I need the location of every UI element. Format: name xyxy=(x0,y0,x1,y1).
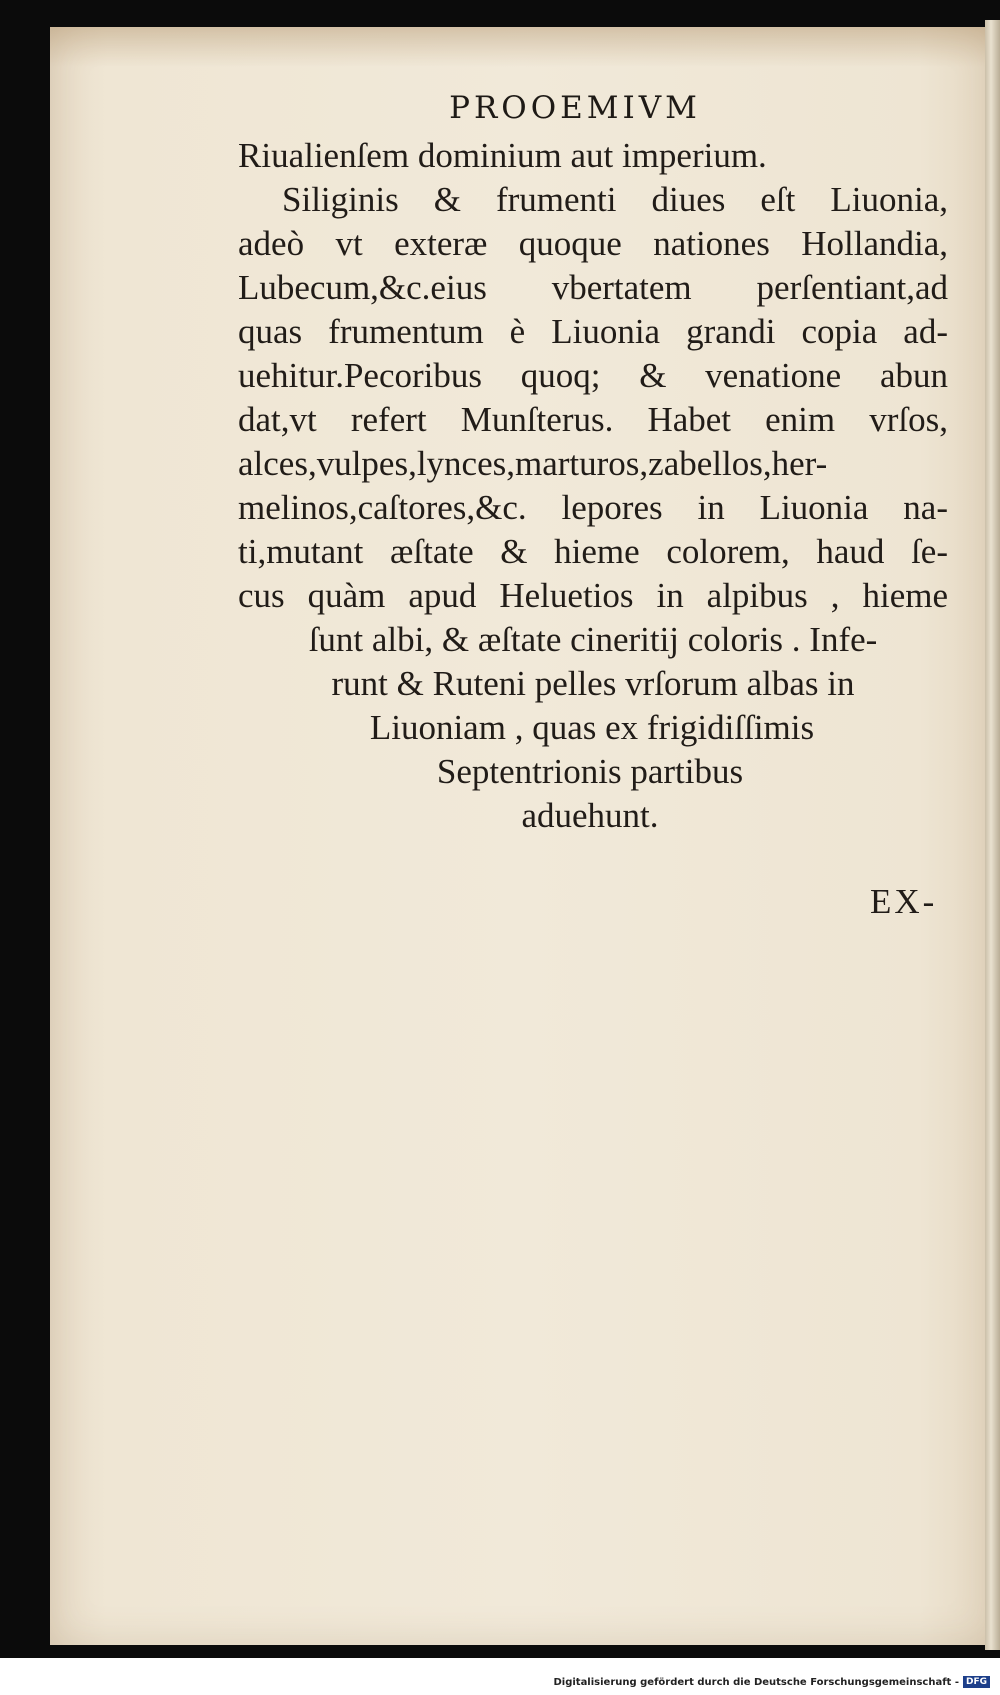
text-line-2: Siliginis & frumenti diues eſt Liuonia, xyxy=(282,180,948,219)
text-line-9: melinos,caſtores,&c. lepores in Liuonia na- xyxy=(238,488,948,527)
credit-text: Digitalisierung gefördert durch die Deutsche Forschungsgemeinschaft - xyxy=(553,1676,959,1688)
text-line-15: Septentrionis partibus xyxy=(436,752,744,791)
text-line-12: ſunt albi, & æſtate cineritij coloris . Infe- xyxy=(308,620,878,659)
text-line-1: Riualienſem dominium aut imperium. xyxy=(238,136,767,175)
text-line-3: adeò vt exteræ quoque nationes Hollandia, xyxy=(238,224,948,263)
page-edge xyxy=(985,20,1000,1650)
text-line-8: alces,vulpes,lynces,marturos,zabellos,her- xyxy=(238,444,828,483)
dfg-logo: DFG xyxy=(963,1676,990,1688)
text-line-4: Lubecum,&c.eius vbertatem perſentiant,ad xyxy=(238,268,948,307)
text-line-5: quas frumentum è Liuonia grandi copia ad- xyxy=(238,312,948,351)
text-line-16: aduehunt. xyxy=(521,796,659,835)
running-title: PROOEMIVM xyxy=(449,90,701,126)
text-line-7: dat,vt refert Munſterus. Habet enim vrſos, xyxy=(238,400,948,439)
text-line-14: Liuoniam , quas ex frigidiſſimis xyxy=(369,708,815,747)
text-line-10: ti,mutant æſtate & hieme colorem, haud ſe- xyxy=(238,532,948,571)
text-line-13: runt & Ruteni pelles vrſorum albas in xyxy=(331,664,855,703)
text-line-6: uehitur.Pecoribus quoq; & venatione abun xyxy=(238,356,948,395)
catchword: EX- xyxy=(870,882,938,921)
text-line-11: cus quàm apud Heluetios in alpibus , hieme xyxy=(238,576,948,615)
digitization-credit xyxy=(549,1675,994,1689)
